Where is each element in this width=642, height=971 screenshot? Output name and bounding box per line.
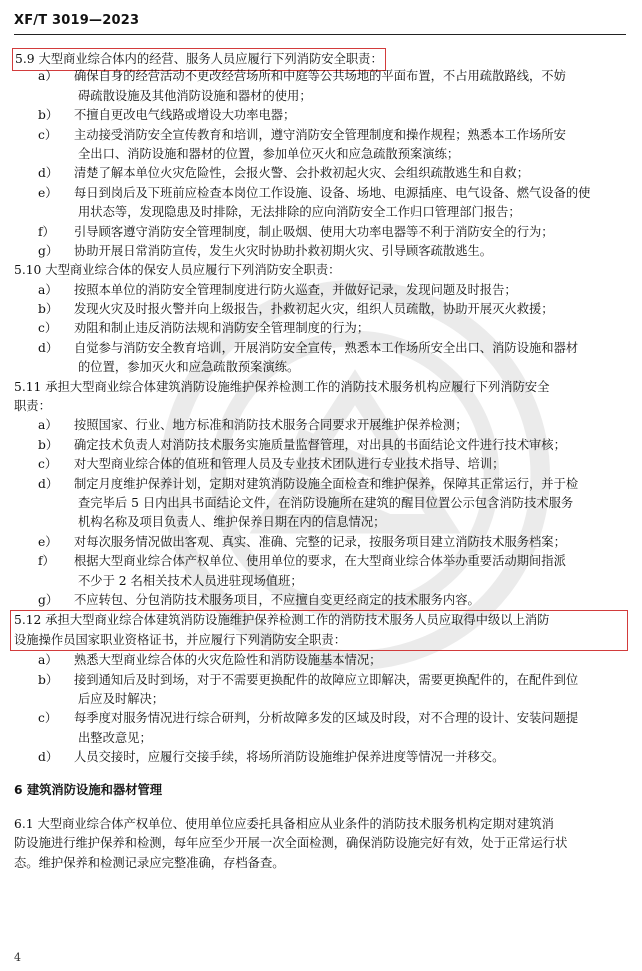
section-5-12-title: 5.12 承担大型商业综合体建筑消防设施维护保养检测工作的消防技术服务人员应取得中级以上消防 (14, 613, 550, 628)
list-item: d） 人员交接时，应履行交接手续，将场所消防设施维护保养进度等情况一并移交。 (38, 750, 505, 765)
list-item-cont: 碍疏散设施及其他消防设施和器材的使用； (78, 88, 312, 103)
list-item: c） 劝阻和制止违反消防法规和消防安全管理制度的行为； (38, 321, 370, 336)
list-item-cont: 的位置，参加灭火和应急疏散预案演练。 (78, 360, 300, 375)
list-item: d） 清楚了解本单位火灾危险性，会报火警、会扑救初起火灾、会组织疏散逃生和自救； (38, 166, 529, 181)
list-item: b） 确定技术负责人对消防技术服务实施质量监督管理，对出具的书面结论文件进行技术审核； (38, 437, 566, 452)
list-item-cont: 不少于 2 名相关技术人员进驻现场值班； (78, 573, 303, 588)
page-number: 4 (14, 951, 21, 964)
section-6-1-text-cont: 防设施进行维护保养和检测，每年应至少开展一次全面检测，确保消防设施完好有效，处于正常运行状 (14, 836, 568, 851)
document-body (14, 48, 628, 873)
chapter-6-heading: 6 建筑消防设施和器材管理 (14, 783, 163, 798)
list-item: d） 自觉参与消防安全教育培训，开展消防安全宣传，熟悉本工作场所安全出口、消防设施和器材 (38, 340, 579, 355)
list-item: b） 接到通知后及时到场，对于不需要更换配件的故障应立即解决，需要更换配件的，在配件到位 (38, 672, 579, 687)
list-item: f） 引导顾客遵守消防安全管理制度，制止吸烟、使用大功率电器等不利于消防安全的行为； (38, 224, 554, 239)
section-5-12-title-cont: 设施操作员国家职业资格证书，并应履行下列消防安全职责： (14, 632, 347, 647)
section-5-11-title-cont: 职责： (14, 399, 51, 414)
section-5-9-title: 5.9 大型商业综合体内的经营、服务人员应履行下列消防安全职责： (12, 48, 386, 71)
section-5-10-title: 5.10 大型商业综合体的保安人员应履行下列消防安全职责： (14, 263, 341, 278)
list-item: a） 熟悉大型商业综合体的火灾危险性和消防设施基本情况； (38, 653, 382, 668)
list-item-cont: 查完毕后 5 日内出具书面结论文件，在消防设施所在建筑的醒目位置公示包含消防技术服务 (78, 495, 574, 510)
list-item-cont: 机构名称及项目负责人、维护保养日期在内的信息情况； (78, 515, 386, 530)
list-item: c） 对大型商业综合体的值班和管理人员及专业技术团队进行专业技术指导、培训； (38, 457, 505, 472)
list-item: b） 不擅自更改电气线路或增设大功率电器； (38, 108, 296, 123)
list-item: c） 主动接受消防安全宣传教育和培训，遵守消防安全管理制度和操作规程；熟悉本工作场所安 (38, 127, 566, 142)
header-rule (14, 34, 626, 35)
list-item: d） 制定月度维护保养计划，定期对建筑消防设施全面检查和维护保养，保障其正常运行，并于检 (38, 476, 579, 491)
section-5-12-title-box (10, 610, 628, 651)
list-item: a） 确保自身的经营活动不更改经营场所和中庭等公共场地的平面布置，不占用疏散路线，不妨 (38, 69, 566, 84)
list-item-cont: 全出口、消防设施和器材的位置，参加单位灭火和应急疏散预案演练； (78, 146, 460, 161)
section-6-1-text: 6.1 大型商业综合体产权单位、使用单位应委托具备相应从业条件的消防技术服务机构定期对建筑消 (14, 816, 554, 831)
list-item-cont: 出整改意见； (78, 730, 152, 745)
list-item: e） 每日到岗后及下班前应检查本岗位工作设施、设备、场地、电源插座、电气设备、燃气设备的使 (38, 185, 591, 200)
list-item: g） 协助开展日常消防宣传，发生火灾时协助扑救初期火灾、引导顾客疏散逃生。 (38, 243, 493, 258)
list-item: a） 按照国家、行业、地方标准和消防技术服务合同要求开展维护保养检测； (38, 418, 468, 433)
list-item: g） 不应转包、分包消防技术服务项目，不应擅自变更经商定的技术服务内容。 (38, 592, 480, 607)
section-6-1-text-cont: 态。维护保养和检测记录应完整准确，存档备查。 (14, 855, 285, 870)
list-item-cont: 用状态等，发现隐患及时排除，无法排除的应向消防安全工作归口管理部门报告； (78, 205, 521, 220)
list-item: a） 按照本单位的消防安全管理制度进行防火巡查，并做好记录，发现问题及时报告； (38, 282, 517, 297)
list-item: c） 每季度对服务情况进行综合研判，分析故障多发的区域及时段，对不合理的设计、安装问题提 (38, 711, 579, 726)
list-item: b） 发现火灾及时报火警并向上级报告，扑救初起火灾，组织人员疏散，协助开展灭火救援； (38, 302, 554, 317)
standard-code: XF/T 3019—2023 (14, 13, 140, 28)
section-5-11-title: 5.11 承担大型商业综合体建筑消防设施维护保养检测工作的消防技术服务机构应履行下列消防安全 (14, 379, 550, 394)
list-item-cont: 后应及时解决； (78, 691, 165, 706)
list-item: f） 根据大型商业综合体产权单位、使用单位的要求，在大型商业综合体举办重要活动期间指派 (38, 554, 566, 569)
list-item: e） 对每次服务情况做出客观、真实、准确、完整的记录，按服务项目建立消防技术服务档案； (38, 534, 566, 549)
